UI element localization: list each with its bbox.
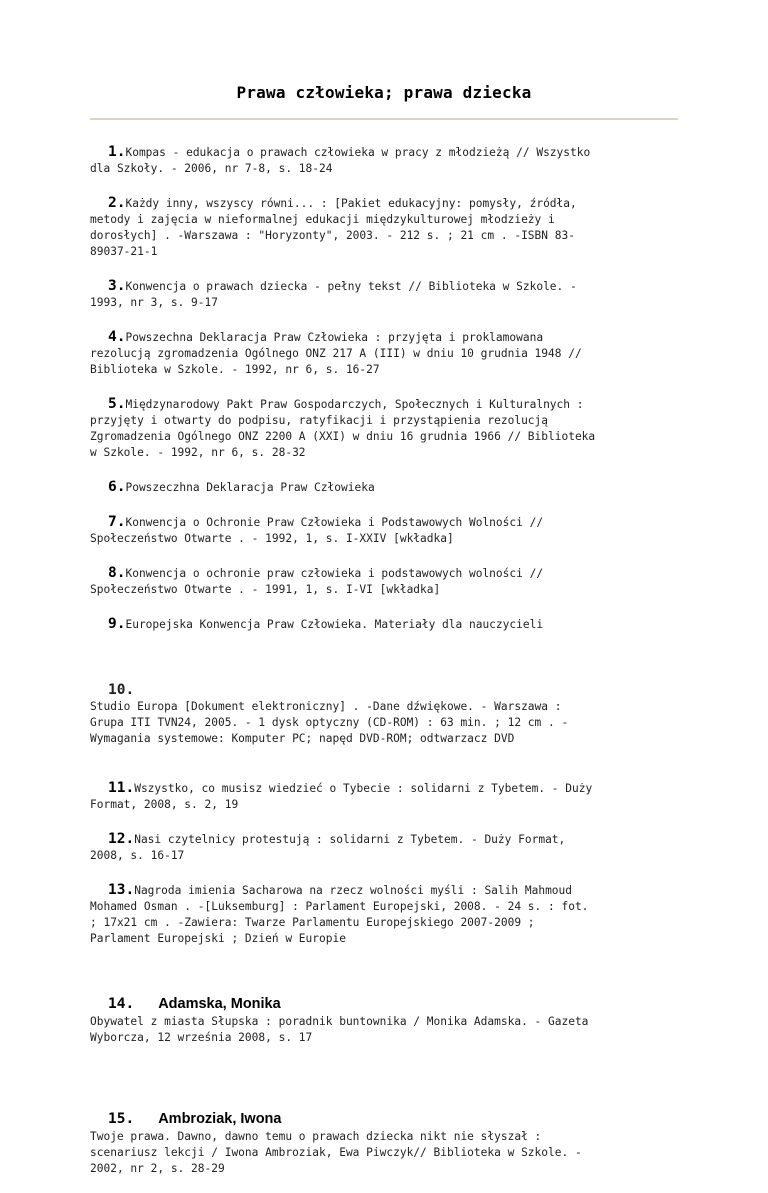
entry-text: Powszechna Deklaracja Praw Człowieka : przyjęta i proklamowana rezolucją zgromadzenia Ogólnego ONZ 217 A (III) w dniu 10 grudnia 1948 // Biblioteka w Szkole. - 1992, nr 6, s. 16-27: [90, 331, 582, 376]
entry-number: 10.: [108, 682, 135, 698]
entry-author: Ambroziak, Iwona: [158, 1111, 282, 1127]
entry-text: Twoje prawa. Dawno, dawno temu o prawach dziecka nikt nie słyszał : scenariusz lekcji / Iwona Ambroziak, Ewa Piwczyk// Biblioteka w Szkole. - 2002, nr 2, s. 28-29: [90, 1130, 582, 1175]
list-item: [90, 329, 680, 378]
list-item: [90, 144, 680, 177]
list-item: [90, 278, 680, 311]
title-divider: [90, 118, 678, 120]
entry-number: 11.: [108, 780, 135, 796]
list-item: [90, 650, 680, 763]
list-item: [90, 831, 680, 864]
entry-number: 9.: [108, 616, 126, 632]
list-item: [90, 616, 680, 633]
entry-text: Obywatel z miasta Słupska : poradnik buntownika / Monika Adamska. - Gazeta Wyborcza, 12 września 2008, s. 17: [90, 1015, 589, 1044]
list-item: [90, 396, 680, 461]
entry-text: Międzynarodowy Pakt Praw Gospodarczych, Społecznych i Kulturalnych : przyjęty i otwarty do podpisu, ratyfikacji i przystąpienia rezolucją Zgromadzenia Ogólnego ONZ 2200 A (XXI) w dniu 16 grudnia 1966 // Biblioteka w Szkole. - 1992, nr 6, s. 28-32: [90, 398, 596, 459]
document-title: Prawa człowieka; prawa dziecka: [236, 83, 532, 102]
list-item: [90, 479, 680, 496]
entry-number: 4.: [108, 329, 126, 345]
entry-text: Konwencja o Ochronie Praw Człowieka i Podstawowych Wolności // Społeczeństwo Otwarte . - 1992, 1, s. I-XXIV [wkładka]: [90, 516, 544, 545]
list-item: [90, 195, 680, 260]
entry-text: Europejska Konwencja Praw Człowieka. Materiały dla nauczycieli: [125, 618, 544, 631]
list-item: [90, 780, 680, 813]
entry-number: 6.: [108, 479, 126, 495]
entry-number: 2.: [108, 195, 126, 211]
entry-text: Konwencja o prawach dziecka - pełny tekst // Biblioteka w Szkole. - 1993, nr 3, s. 9-17: [90, 280, 577, 309]
entry-number: 1.: [108, 144, 126, 160]
entry-text: Konwencja o ochronie praw człowieka i podstawowych wolności // Społeczeństwo Otwarte . - 1991, 1, s. I-VI [wkładka]: [90, 567, 544, 596]
list-item: [90, 514, 680, 547]
entry-number: 7.: [108, 514, 126, 530]
entry-number: 12.: [108, 831, 135, 847]
bibliography-list: [90, 144, 680, 1193]
entry-number: 15.: [108, 1111, 135, 1127]
entry-text: Studio Europa [Dokument elektroniczny] . -Dane dźwiękowe. - Warszawa : Grupa ITI TVN24, 2005. - 1 dysk optyczny (CD-ROM) : 63 min. ; 12 cm . - Wymagania systemowe: Komputer PC; napęd DVD-ROM; odtwarzacz DVD: [90, 700, 569, 745]
list-item: [90, 882, 680, 947]
entry-number: 13.: [108, 882, 135, 898]
entry-number: 5.: [108, 396, 126, 412]
entry-text: Nasi czytelnicy protestują : solidarni z Tybetem. - Duży Format, 2008, s. 16-17: [90, 833, 566, 862]
entry-text: Powszeczhna Deklaracja Praw Człowieka: [125, 481, 375, 494]
list-item: [90, 565, 680, 598]
entry-number: 14.: [108, 996, 135, 1012]
list-item: [90, 1078, 680, 1193]
entry-number: 3.: [108, 278, 126, 294]
entry-text: Każdy inny, wszyscy równi... : [Pakiet edukacyjny: pomysły, źródła, metody i zajęcia w nieformalnej edukacji międzykulturowej młodzieży i dorosłych] . -Warszawa : "Horyzonty", 2003. - 212 s. ; 21 cm . -ISBN 83- 89037-21-1: [90, 197, 577, 258]
entry-text: Nagroda imienia Sacharowa na rzecz wolności myśli : Salih Mahmoud Mohamed Osman . -[Luksemburg] : Parlament Europejski, 2008. - 24 s. : fot. ; 17x21 cm . -Zawiera: Twarze Parlamentu Europejskiego 2007-2009 ; Parlament Europejski ; Dzień w Europie: [90, 884, 589, 945]
list-item: [90, 963, 680, 1062]
entry-text: Kompas - edukacja o prawach człowieka w pracy z młodzieżą // Wszystko dla Szkoły. - 2006, nr 7-8, s. 18-24: [90, 146, 591, 175]
entry-author: Adamska, Monika: [158, 996, 281, 1012]
entry-number: 8.: [108, 565, 126, 581]
entry-text: Wszystko, co musisz wiedzieć o Tybecie : solidarni z Tybetem. - Duży Format, 2008, s. 2, 19: [90, 782, 593, 811]
